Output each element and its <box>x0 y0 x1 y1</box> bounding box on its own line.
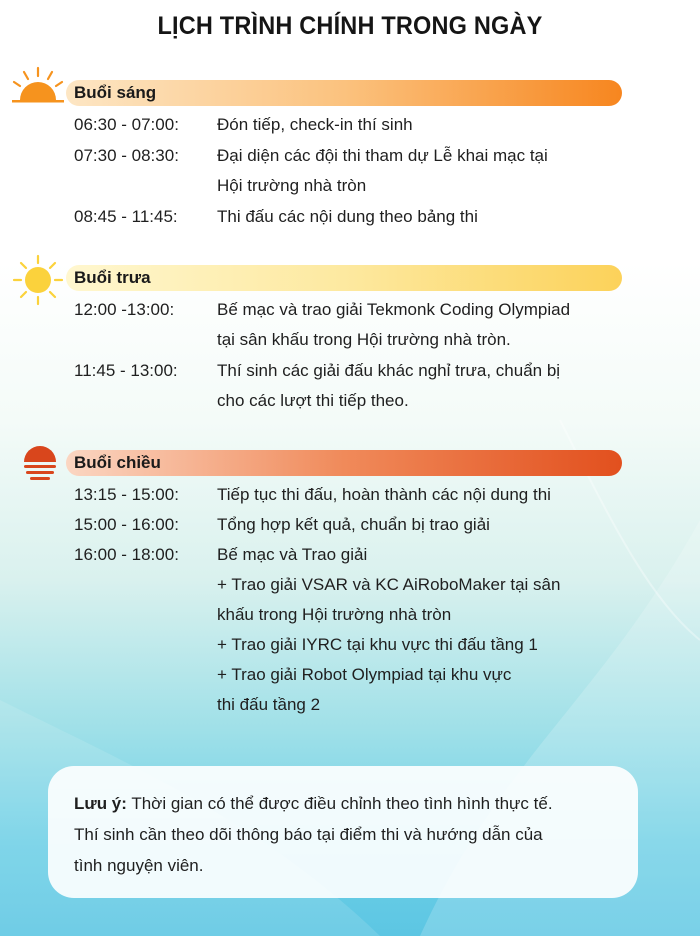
schedule-description <box>217 510 637 540</box>
description-line: cho các lượt thi tiếp theo. <box>217 391 409 410</box>
note-box <box>48 766 638 898</box>
description-line: Thi đấu các nội dung theo bảng thi <box>217 207 478 226</box>
description-line: Thí sinh các giải đấu khác nghỉ trưa, chuẩn bị <box>217 361 561 380</box>
page-title: LỊCH TRÌNH CHÍNH TRONG NGÀY <box>157 12 543 40</box>
sunrise-icon <box>8 64 68 108</box>
description-line: tại sân khấu trong Hội trường nhà tròn. <box>217 330 511 349</box>
note-text-segment: Thời gian có thể được điều chỉnh theo tình hình thực tế. <box>126 794 553 813</box>
description-line: + Trao giải Robot Olympiad tại khu vực <box>217 665 512 684</box>
note-line: Thí sinh cần theo dõi thông báo tại điểm thi và hướng dẫn của <box>74 825 543 844</box>
schedule-description <box>217 141 637 201</box>
sunset-icon <box>18 440 62 484</box>
note-text <box>74 788 622 881</box>
schedule-time: 12:00 -13:00: <box>74 300 175 319</box>
schedule-time: 06:30 - 07:00: <box>74 115 179 134</box>
schedule-description <box>217 202 637 232</box>
schedule-description <box>217 110 637 140</box>
section-label-afternoon: Buổi chiều <box>74 453 161 472</box>
sun-icon <box>8 254 68 306</box>
description-line: Đón tiếp, check-in thí sinh <box>217 115 413 134</box>
description-line: Tổng hợp kết quả, chuẩn bị trao giải <box>217 515 490 534</box>
description-line: Hội trường nhà tròn <box>217 176 367 195</box>
note-line: tình nguyện viên. <box>74 856 204 875</box>
schedule-description <box>217 540 637 720</box>
schedule-time: 16:00 - 18:00: <box>74 545 179 564</box>
schedule-time: 13:15 - 15:00: <box>74 485 179 504</box>
section-label-noon: Buổi trưa <box>74 268 151 287</box>
schedule-description <box>217 295 637 355</box>
schedule-description <box>217 480 637 510</box>
description-line: thi đấu tầng 2 <box>217 695 321 714</box>
note-line <box>74 788 622 819</box>
description-line: khấu trong Hội trường nhà tròn <box>217 605 452 624</box>
description-line: Bế mạc và Trao giải <box>217 545 368 564</box>
description-line: + Trao giải IYRC tại khu vực thi đấu tầng 1 <box>217 635 538 654</box>
description-line: Bế mạc và trao giải Tekmonk Coding Olympiad <box>217 300 571 319</box>
schedule-time: 11:45 - 13:00: <box>74 361 178 380</box>
schedule-description <box>217 356 637 416</box>
schedule-time: 15:00 - 16:00: <box>74 515 179 534</box>
schedule-time: 07:30 - 08:30: <box>74 146 179 165</box>
description-line: + Trao giải VSAR và KC AiRoboMaker tại sân <box>217 575 561 594</box>
schedule-time: 08:45 - 11:45: <box>74 207 178 226</box>
description-line: Đại diện các đội thi tham dự Lễ khai mạc tại <box>217 146 548 165</box>
note-label: Lưu ý: <box>74 794 127 813</box>
description-line: Tiếp tục thi đấu, hoàn thành các nội dung thi <box>217 485 551 504</box>
section-label-morning: Buổi sáng <box>74 83 157 102</box>
